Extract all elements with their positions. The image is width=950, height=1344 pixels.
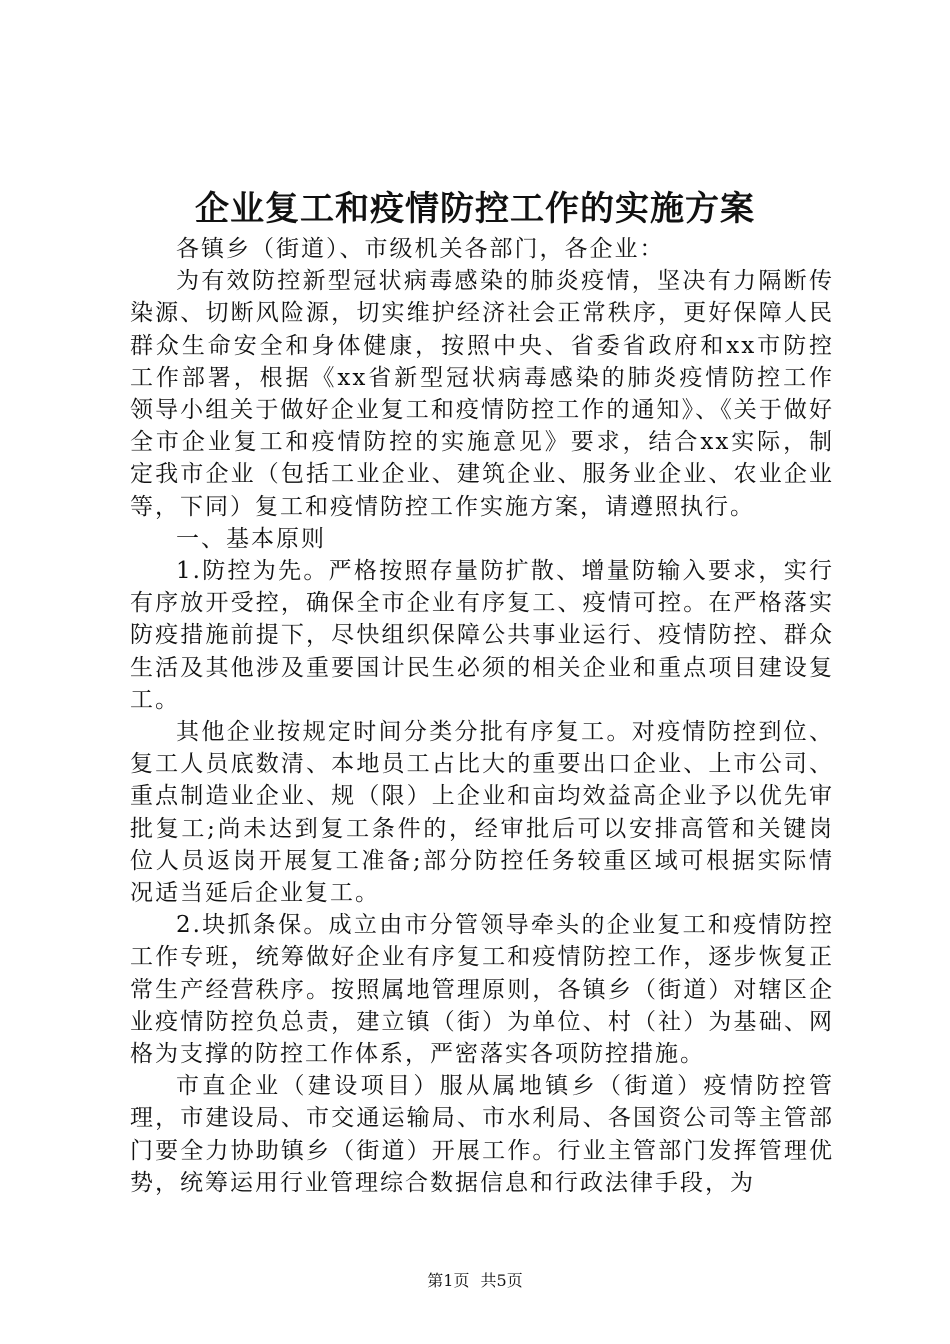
other-enterprises-paragraph: 其他企业按规定时间分类分批有序复工。对疫情防控到位、复工人员底数清、本地员工占比大的重要出口企业、上市公司、重点制造业企业、规（限）上企业和亩均效益高企业予以优先审批复工;尚未达到复工条件的，经审批后可以安排高管和关键岗位人员返岗开展复工准备;部分防控任务较重区域可根据实际情况适当延后企业复工。 bbox=[130, 719, 834, 907]
city-enterprises-paragraph: 市直企业（建设项目）服从属地镇乡（街道）疫情防控管理，市建设局、市交通运输局、市水利局、各国资公司等主管部门要全力协助镇乡（街道）开展工作。行业主管部门发挥管理优势，统筹运用行业管理综合数据信息和行政法律手段，为 bbox=[130, 1073, 834, 1196]
principle-1-paragraph: 1.防控为先。严格按照存量防扩散、增量防输入要求，实行有序放开受控，确保全市企业有序复工、疫情可控。在严格落实防疫措施前提下，尽快组织保障公共事业运行、疫情防控、群众生活及其他涉及重要国计民生必须的相关企业和重点项目建设复工。 bbox=[130, 558, 834, 713]
document-title: 企业复工和疫情防控工作的实施方案 bbox=[195, 189, 755, 229]
page-number-current: 第1页 bbox=[427, 1271, 470, 1290]
document-body bbox=[130, 233, 834, 1199]
section-heading-principles: 一、基本原则 bbox=[176, 525, 326, 552]
principle-2-paragraph: 2.块抓条保。成立由市分管领导牵头的企业复工和疫情防控工作专班，统筹做好企业有序复工和疫情防控工作，逐步恢复正常生产经营秩序。按照属地管理原则，各镇乡（街道）对辖区企业疫情防控负总责，建立镇（街）为单位、村（社）为基础、网格为支撑的防控工作体系，严密落实各项防控措施。 bbox=[130, 912, 834, 1068]
page-footer bbox=[0, 1270, 950, 1292]
page-number-total: 共5页 bbox=[480, 1271, 523, 1290]
salutation-paragraph: 各镇乡（街道）、市级机关各部门，各企业： bbox=[176, 236, 665, 262]
intro-paragraph: 为有效防控新型冠状病毒感染的肺炎疫情，坚决有力隔断传染源、切断风险源，切实维护经济社会正常秩序，更好保障人民群众生命安全和身体健康，按照中央、省委省政府和xx市防控工作部署，根据《xx省新型冠状病毒感染的肺炎疫情防控工作领导小组关于做好企业复工和疫情防控工作的通知》、《关于做好全市企业复工和疫情防控的实施意见》要求，结合xx实际，制定我市企业（包括工业企业、建筑企业、服务业企业、农业企业等，下同）复工和疫情防控工作实施方案，请遵照执行。 bbox=[130, 268, 834, 520]
